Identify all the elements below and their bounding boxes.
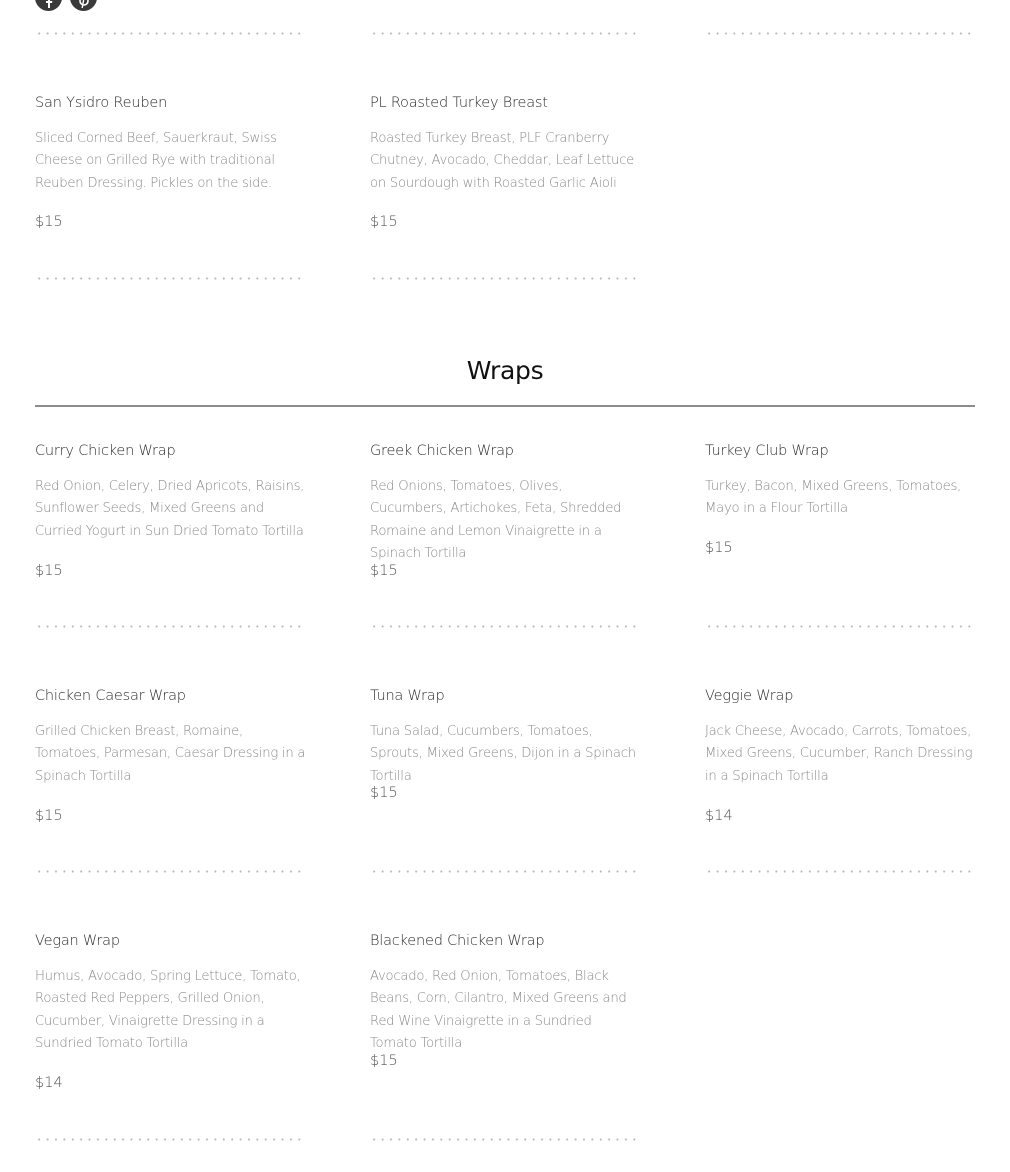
item-price: $15 xyxy=(370,1053,398,1069)
divider xyxy=(35,1138,303,1141)
item-price: $15 xyxy=(35,563,63,579)
item-description: Jack Cheese, Avocado, Carrots, Tomatoes, Mixed Greens, Cucumber, Ranch Dressing in a Spinach Tortilla xyxy=(705,724,973,784)
item-price: $15 xyxy=(370,563,398,579)
item-description: Roasted Turkey Breast, PLF Cranberry Chutney, Avocado, Cheddar, Leaf Lettuce on Sourdough with Roasted Garlic Aioli xyxy=(370,131,635,191)
pinterest-link[interactable] xyxy=(70,0,97,11)
social-links xyxy=(35,0,97,11)
item-name: Tuna Wrap xyxy=(370,688,445,704)
item-name: Turkey Club Wrap xyxy=(705,443,829,459)
divider xyxy=(370,32,638,35)
item-description: Turkey, Bacon, Mixed Greens, Tomatoes, Mayo in a Flour Tortilla xyxy=(705,479,962,517)
item-price: $14 xyxy=(35,1075,63,1091)
divider xyxy=(370,277,638,280)
item-name: PL Roasted Turkey Breast xyxy=(370,95,548,111)
item-description: Red Onion, Celery, Dried Apricots, Raisins, Sunflower Seeds, Mixed Greens and Curried Yogurt in Sun Dried Tomato Tortilla xyxy=(35,479,305,539)
item-description: Sliced Corned Beef, Sauerkraut, Swiss Cheese on Grilled Rye with traditional Reuben Dressing. Pickles on the side. xyxy=(35,131,277,191)
item-name: Veggie Wrap xyxy=(705,688,794,704)
item-name: Blackened Chicken Wrap xyxy=(370,933,545,949)
item-price: $15 xyxy=(35,808,63,824)
divider xyxy=(35,277,303,280)
facebook-link[interactable] xyxy=(35,0,62,11)
divider xyxy=(705,870,973,873)
section-title: Wraps xyxy=(466,356,544,385)
divider xyxy=(35,32,303,35)
item-description: Grilled Chicken Breast, Romaine, Tomatoes, Parmesan, Caesar Dressing in a Spinach Tortilla xyxy=(35,724,306,784)
divider xyxy=(35,625,303,628)
item-description: Tuna Salad, Cucumbers, Tomatoes, Sprouts, Mixed Greens, Dijon in a Spinach Tortilla xyxy=(370,724,636,784)
item-price: $15 xyxy=(35,214,63,230)
divider xyxy=(35,870,303,873)
item-description: Red Onions, Tomatoes, Olives, Cucumbers, Artichokes, Feta, Shredded Romaine and Lemon Vinaigrette in a Spinach Tortilla xyxy=(370,479,622,562)
item-name: Greek Chicken Wrap xyxy=(370,443,514,459)
item-price: $15 xyxy=(705,540,733,556)
item-name: Curry Chicken Wrap xyxy=(35,443,176,459)
facebook-icon xyxy=(43,0,55,8)
item-price: $15 xyxy=(370,785,398,801)
pinterest-icon xyxy=(78,0,90,8)
divider xyxy=(370,870,638,873)
divider xyxy=(370,1138,638,1141)
item-name: San Ysidro Reuben xyxy=(35,95,168,111)
section-divider xyxy=(35,405,975,407)
item-price: $14 xyxy=(705,808,733,824)
divider xyxy=(705,625,973,628)
item-name: Vegan Wrap xyxy=(35,933,120,949)
item-description: Avocado, Red Onion, Tomatoes, Black Beans, Corn, Cilantro, Mixed Greens and Red Wine Vinaigrette in a Sundried Tomato Tortilla xyxy=(370,969,627,1052)
item-description: Humus, Avocado, Spring Lettuce, Tomato, Roasted Red Peppers, Grilled Onion, Cucumber, Vinaigrette Dressing in a Sundried Tomato Tortilla xyxy=(35,969,301,1052)
item-name: Chicken Caesar Wrap xyxy=(35,688,186,704)
divider xyxy=(370,625,638,628)
item-price: $15 xyxy=(370,214,398,230)
divider xyxy=(705,32,973,35)
